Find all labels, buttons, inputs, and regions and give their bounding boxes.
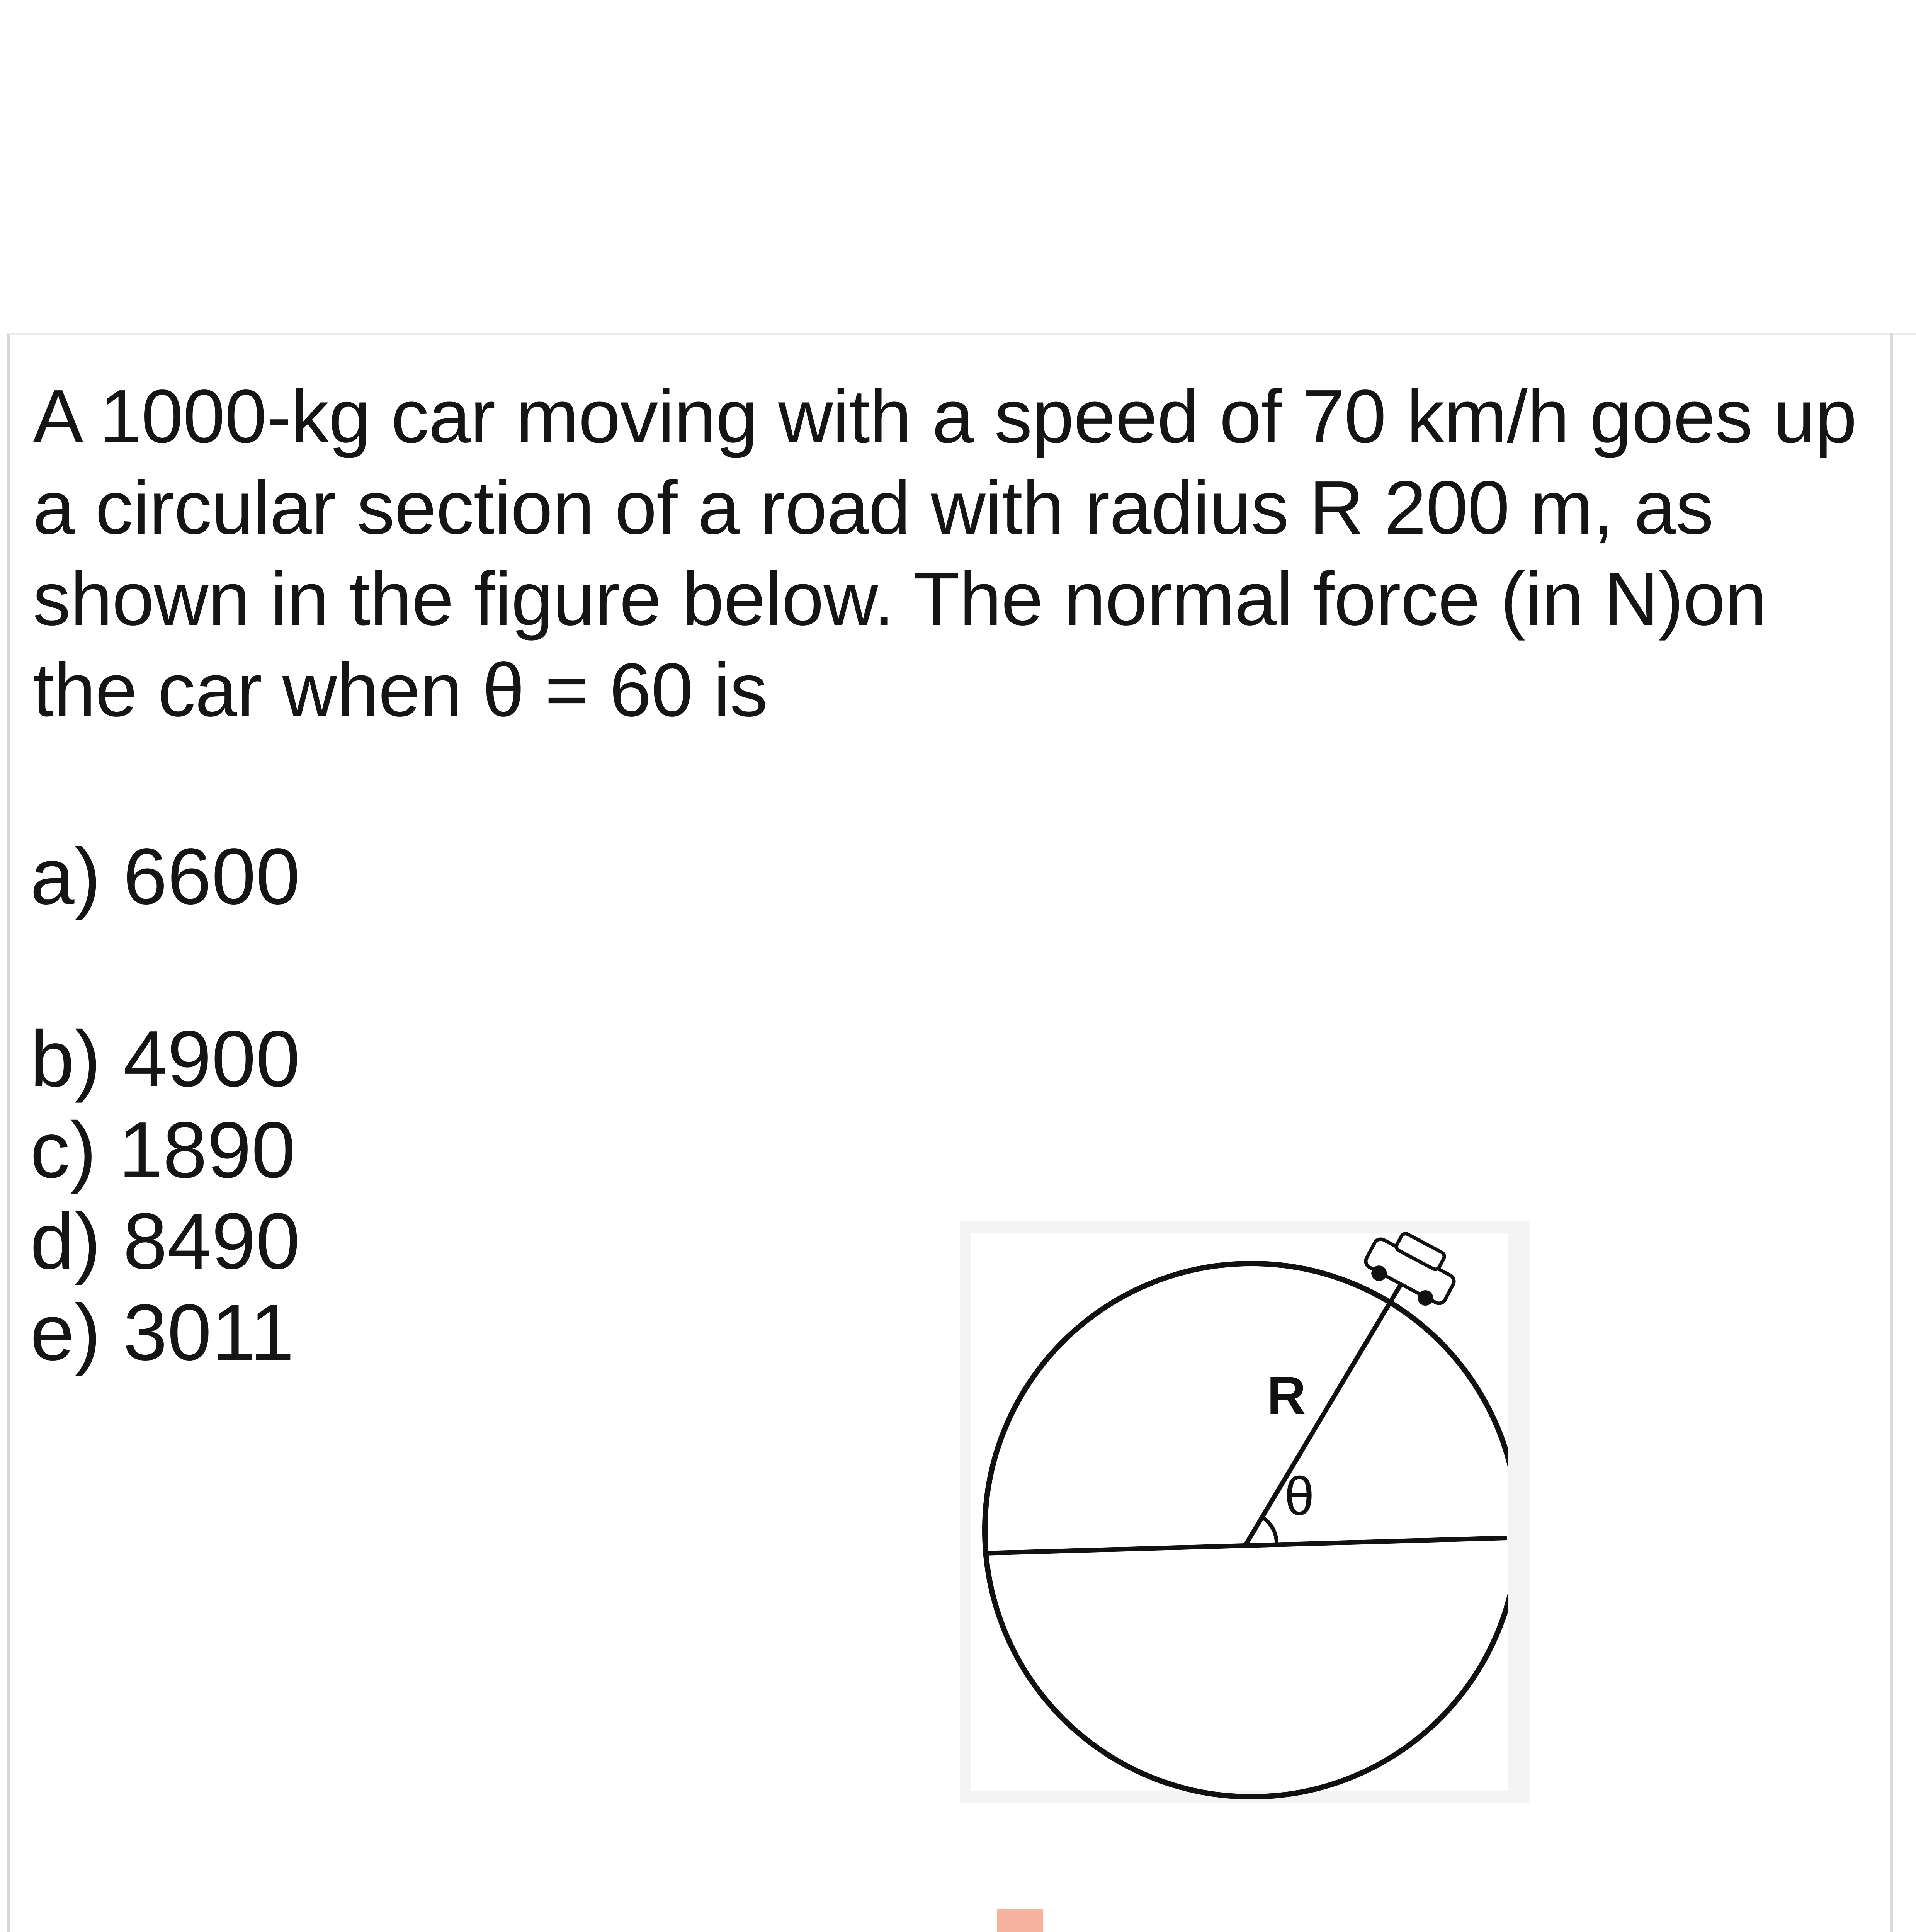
angle-label: θ	[1284, 1466, 1314, 1526]
option-e[interactable]: e) 3011	[30, 1288, 294, 1377]
radius-label: R	[1267, 1365, 1306, 1426]
option-spacer	[30, 922, 300, 1013]
option-d[interactable]: d) 8490	[30, 1197, 300, 1286]
option-a[interactable]: a) 6600	[30, 832, 300, 921]
option-c[interactable]: c) 1890	[30, 1105, 296, 1194]
answer-options	[30, 831, 300, 1378]
question-text: A 1000-kg car moving with a speed of 70 km/h goes up a circular section of a road with radius R 200 m, as shown in the figure below. The normal force (in N)on the car when θ = 60 is	[33, 374, 1857, 732]
watermark-logo	[827, 1909, 1213, 1932]
circle-figure	[960, 1221, 1530, 1803]
figure-crop-right	[1508, 1221, 1530, 1803]
card-edge	[1890, 333, 1893, 1932]
option-b[interactable]: b) 4900	[30, 1014, 300, 1103]
